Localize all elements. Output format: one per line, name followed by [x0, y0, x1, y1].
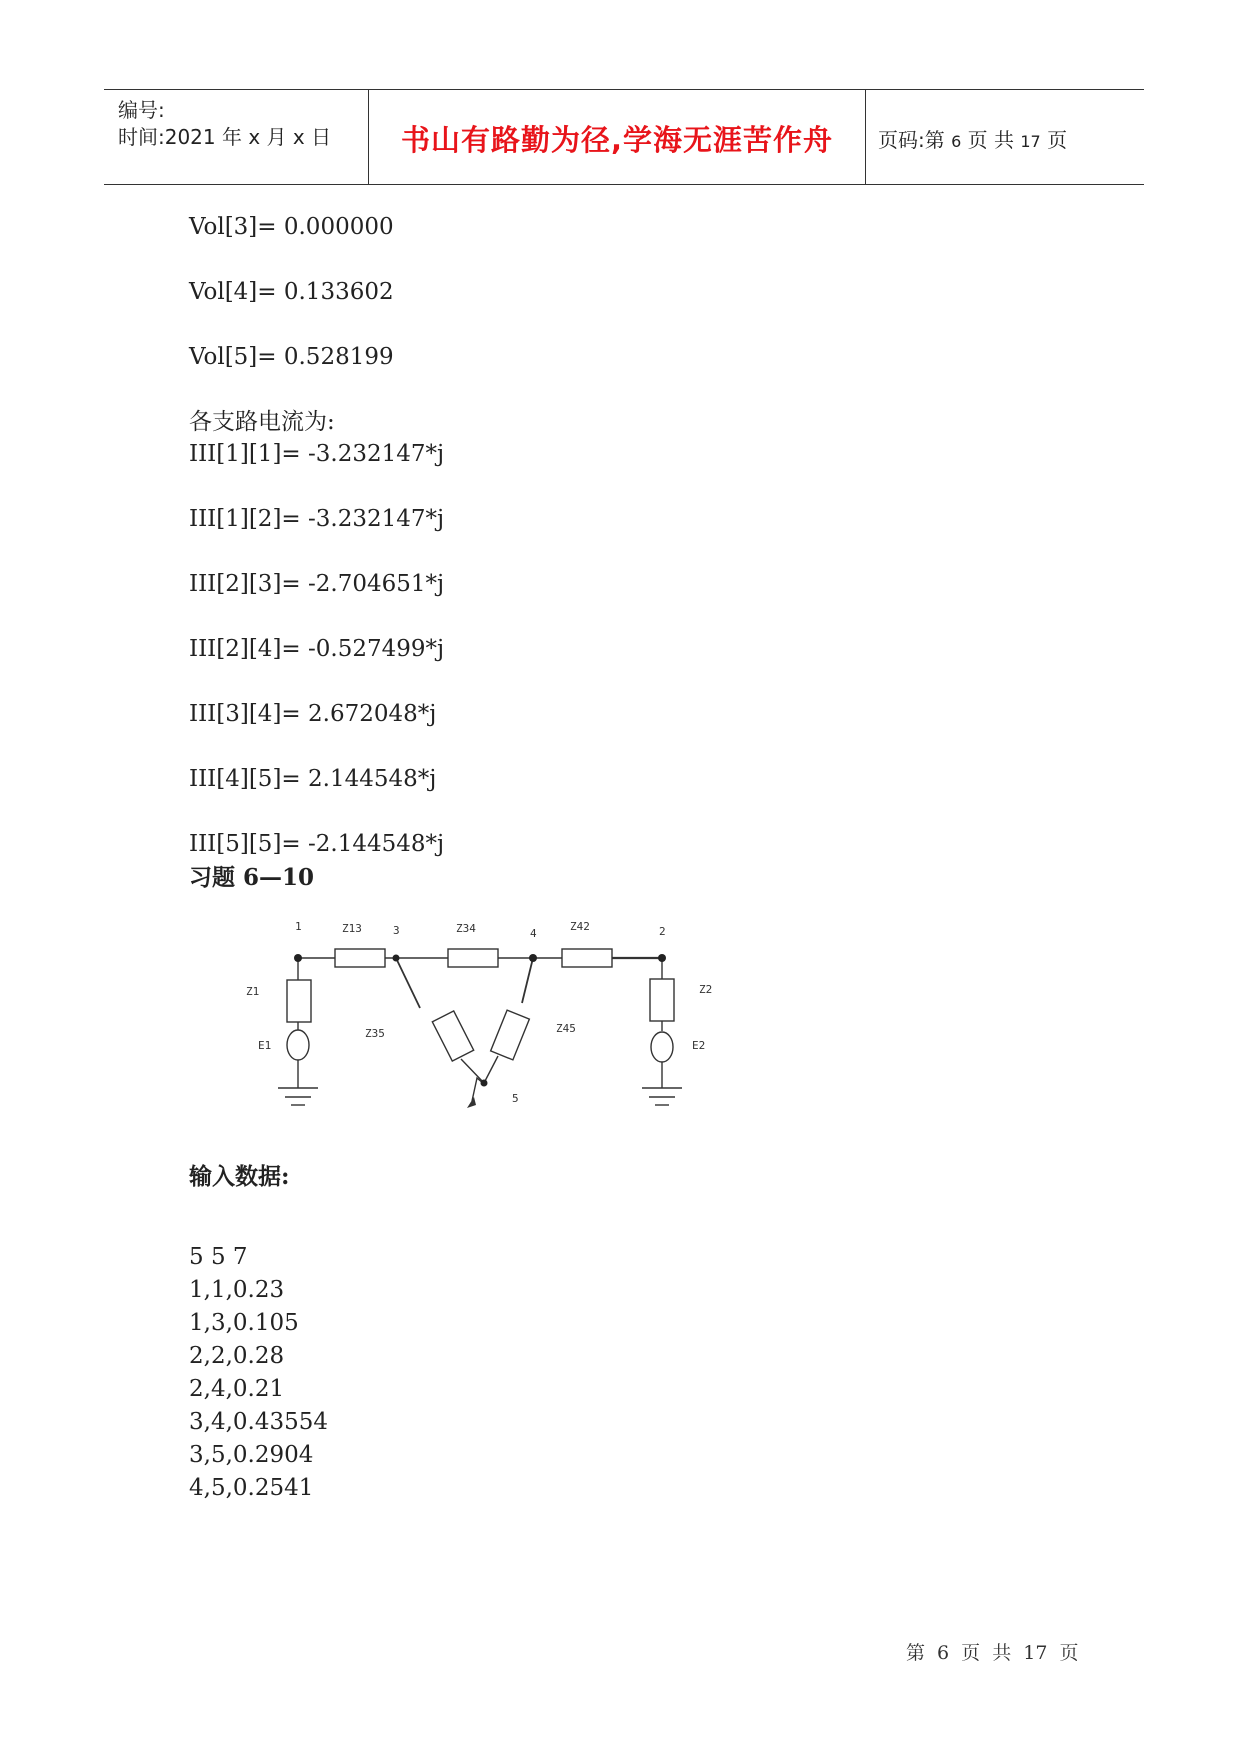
- current-line: III[1][1]= -3.232147*j: [189, 441, 445, 467]
- impedance-z42: [562, 949, 612, 967]
- node-dot: [393, 955, 400, 962]
- input-line: 3,4,0.43554: [189, 1409, 328, 1435]
- vol-line: Vol[3]= 0.000000: [189, 214, 394, 240]
- current-line: III[4][5]= 2.144548*j: [189, 766, 437, 792]
- current-line: III[2][3]= -2.704651*j: [189, 571, 445, 597]
- source-e1: [287, 1030, 309, 1060]
- source-e2: [651, 1032, 673, 1062]
- node-label: 2: [659, 925, 666, 938]
- page-counter: 页码:第 6 页 共 17 页: [878, 128, 1068, 152]
- current-line: III[5][5]= -2.144548*j: [189, 831, 445, 857]
- motto: 书山有路勤为径,学海无涯苦作舟: [400, 123, 834, 157]
- impedance-z35: [432, 1011, 473, 1061]
- node-dot: [658, 954, 666, 962]
- impedance-label: Z2: [699, 983, 713, 996]
- node-label: 3: [393, 924, 400, 937]
- impedance-label: Z45: [556, 1022, 576, 1035]
- impedance-z45: [491, 1010, 530, 1060]
- impedance-label: Z42: [570, 920, 590, 933]
- input-line: 2,4,0.21: [189, 1376, 285, 1402]
- input-line: 5 5 7: [189, 1244, 248, 1270]
- exercise-title: 习题 6—10: [189, 864, 315, 891]
- date-line: 时间:2021 年 x 月 x 日: [118, 125, 332, 149]
- serial-label: 编号:: [118, 98, 165, 122]
- header-page-cell: [866, 90, 1144, 184]
- impedance-z2: [650, 979, 674, 1021]
- node-label: 4: [530, 927, 537, 940]
- page-footer: 第 6 页 共 17 页: [906, 1642, 1079, 1664]
- impedance-label: Z1: [246, 985, 260, 998]
- node-dot: [529, 954, 537, 962]
- input-line: 2,2,0.28: [189, 1343, 285, 1369]
- source-label: E1: [258, 1039, 272, 1052]
- input-heading: 输入数据:: [189, 1163, 290, 1190]
- page-header: [104, 89, 1144, 185]
- node-dot: [294, 954, 302, 962]
- vol-line: Vol[5]= 0.528199: [189, 344, 394, 370]
- current-line: III[1][2]= -3.232147*j: [189, 506, 445, 532]
- impedance-z1: [287, 980, 311, 1022]
- input-line: 1,3,0.105: [189, 1310, 299, 1336]
- current-line: III[2][4]= -0.527499*j: [189, 636, 445, 662]
- impedance-label: Z35: [365, 1027, 385, 1040]
- input-line: 1,1,0.23: [189, 1277, 285, 1303]
- source-label: E2: [692, 1039, 706, 1052]
- vol-line: Vol[4]= 0.133602: [189, 279, 394, 305]
- node-label: 5: [512, 1092, 519, 1105]
- header-motto-cell: [369, 90, 866, 184]
- branch-heading: 各支路电流为:: [189, 409, 335, 435]
- impedance-label: Z34: [456, 922, 476, 935]
- input-line: 4,5,0.2541: [189, 1475, 314, 1501]
- current-line: III[3][4]= 2.672048*j: [189, 701, 437, 727]
- header-meta-cell: [104, 90, 369, 184]
- impedance-label: Z13: [342, 922, 362, 935]
- impedance-z34: [448, 949, 498, 967]
- input-line: 3,5,0.2904: [189, 1442, 314, 1468]
- node-label: 1: [295, 920, 302, 933]
- impedance-z13: [335, 949, 385, 967]
- circuit-diagram: [240, 908, 760, 1128]
- node-dot: [481, 1080, 488, 1087]
